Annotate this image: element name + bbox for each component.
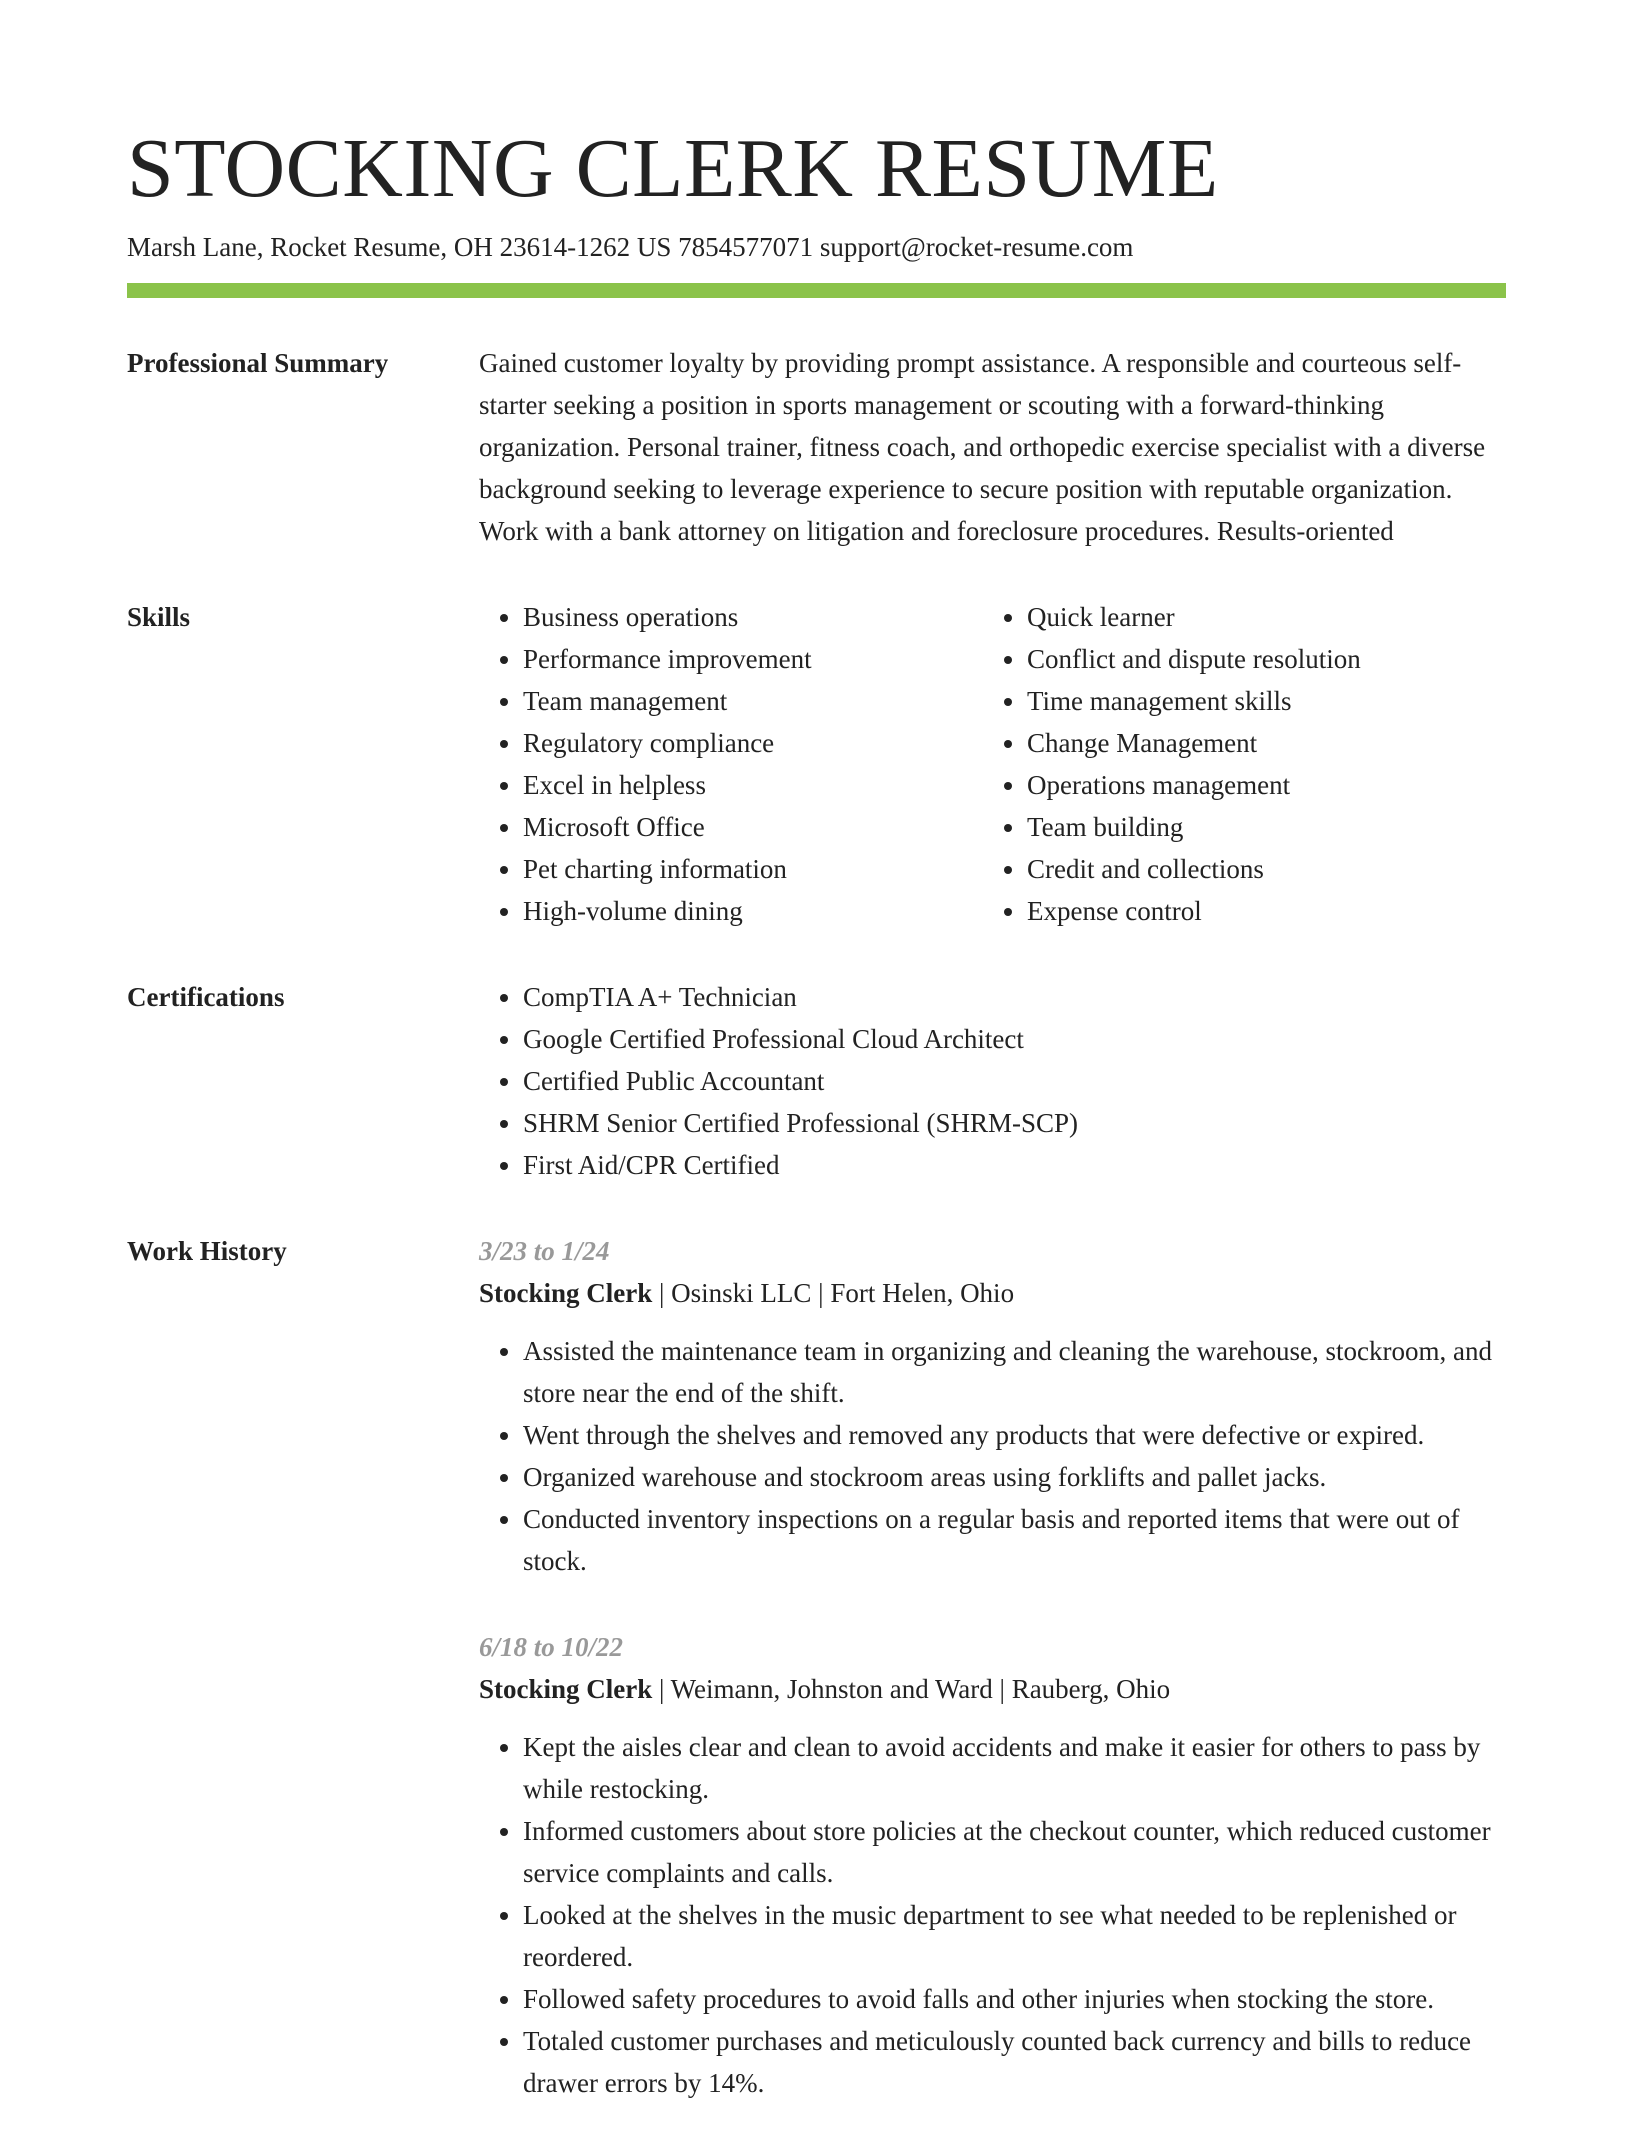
- skill-item: • Performance improvement: [523, 638, 983, 680]
- skill-item: • Team building: [1027, 806, 1487, 848]
- job-bullet: • Assisted the maintenance team in organizing and cleaning the warehouse, stockroom, and store near the end of the shift.: [523, 1330, 1506, 1414]
- job-title: Stocking Clerk: [479, 1674, 653, 1704]
- skill-item: • High-volume dining: [523, 890, 983, 932]
- certifications-list: [479, 976, 1506, 1186]
- certification-item: • SHRM Senior Certified Professional (SHRM-SCP): [523, 1102, 1506, 1144]
- skill-item: • Regulatory compliance: [523, 722, 983, 764]
- skill-item: • Conflict and dispute resolution: [1027, 638, 1487, 680]
- work-history-label: Work History: [127, 1236, 287, 1266]
- job-details: | Osinski LLC | Fort Helen, Ohio: [652, 1278, 1015, 1308]
- job-entry: [479, 1626, 1506, 2104]
- contact-line: Marsh Lane, Rocket Resume, OH 23614-1262 US 7854577071 support@rocket-resume.com: [127, 232, 1134, 262]
- skills-list-right: [983, 596, 1487, 932]
- job-title: Stocking Clerk: [479, 1278, 653, 1308]
- job-bullet: • Informed customers about store policies at the checkout counter, which reduced customer service complaints and calls.: [523, 1810, 1506, 1894]
- job-dates: 6/18 to 10/22: [479, 1632, 624, 1662]
- skill-item: • Pet charting information: [523, 848, 983, 890]
- skill-item: • Business operations: [523, 596, 983, 638]
- header-divider: [127, 283, 1506, 298]
- job-bullet: • Conducted inventory inspections on a regular basis and reported items that were out of stock.: [523, 1498, 1506, 1582]
- job-dates: 3/23 to 1/24: [479, 1236, 610, 1266]
- skill-item: • Quick learner: [1027, 596, 1487, 638]
- job-heading: [479, 1668, 1506, 1710]
- job-bullet: • Organized warehouse and stockroom areas using forklifts and pallet jacks.: [523, 1456, 1506, 1498]
- job-entry: [479, 1230, 1506, 1582]
- certification-item: • Google Certified Professional Cloud Architect: [523, 1018, 1506, 1060]
- skills-list-left: [479, 596, 983, 932]
- skill-item: • Change Management: [1027, 722, 1487, 764]
- skills-section: [127, 604, 1506, 932]
- skill-item: • Excel in helpless: [523, 764, 983, 806]
- job-bullet: • Looked at the shelves in the music department to see what needed to be replenished or reordered.: [523, 1894, 1506, 1978]
- work-history-section: [127, 1238, 1506, 2148]
- certifications-label: Certifications: [127, 982, 285, 1012]
- summary-text: Gained customer loyalty by providing prompt assistance. A responsible and courteous self-starter seeking a position in sports management or scouting with a forward-thinking organization. Personal trainer, fitness coach, and orthopedic exercise specialist with a diverse background seeking to leverage experience to secure position with reputable organization. Work with a bank attorney on litigation and foreclosure procedures. Results-oriented: [479, 348, 1486, 546]
- job-details: | Weimann, Johnston and Ward | Rauberg, Ohio: [652, 1674, 1171, 1704]
- skill-item: • Time management skills: [1027, 680, 1487, 722]
- job-bullet: • Followed safety procedures to avoid falls and other injuries when stocking the store.: [523, 1978, 1506, 2020]
- job-bullets: [479, 1726, 1506, 2104]
- job-heading: [479, 1272, 1506, 1314]
- summary-section: [127, 350, 1506, 552]
- job-bullet: • Kept the aisles clear and clean to avoid accidents and make it easier for others to pass by while restocking.: [523, 1726, 1506, 1810]
- job-bullets: [479, 1330, 1506, 1582]
- certification-item: • First Aid/CPR Certified: [523, 1144, 1506, 1186]
- skill-item: • Credit and collections: [1027, 848, 1487, 890]
- certification-item: • Certified Public Accountant: [523, 1060, 1506, 1102]
- summary-label: Professional Summary: [127, 348, 389, 378]
- certification-item: • CompTIA A+ Technician: [523, 976, 1506, 1018]
- job-bullet: • Totaled customer purchases and meticulously counted back currency and bills to reduce drawer errors by 14%.: [523, 2020, 1506, 2104]
- job-bullet: • Went through the shelves and removed any products that were defective or expired.: [523, 1414, 1506, 1456]
- skill-item: • Team management: [523, 680, 983, 722]
- resume-title: STOCKING CLERK RESUME: [127, 122, 1219, 215]
- skill-item: • Expense control: [1027, 890, 1487, 932]
- skill-item: • Operations management: [1027, 764, 1487, 806]
- skills-label: Skills: [127, 602, 191, 632]
- skill-item: • Microsoft Office: [523, 806, 983, 848]
- certifications-section: [127, 984, 1506, 1186]
